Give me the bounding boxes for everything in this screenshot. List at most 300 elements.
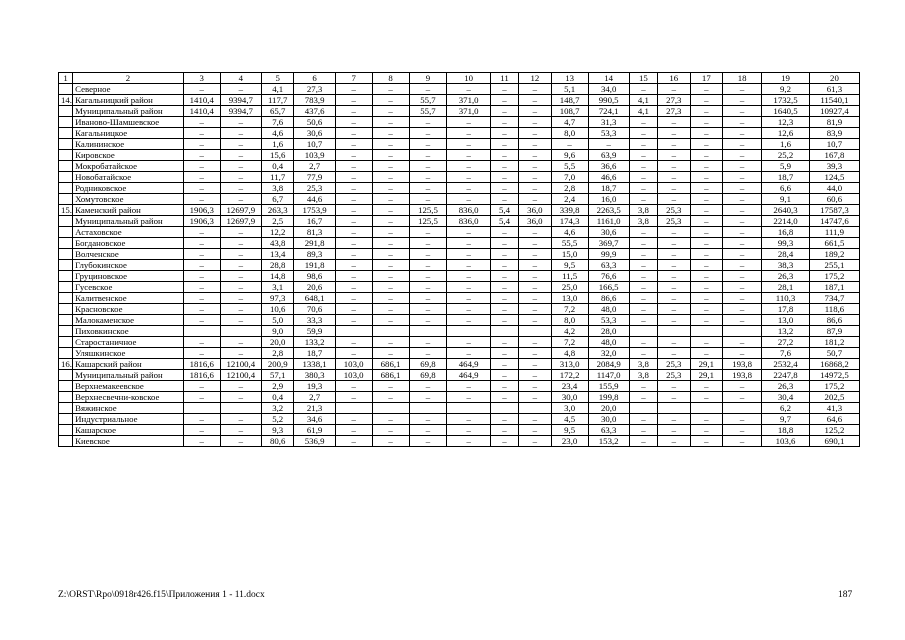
table-cell: – (372, 249, 409, 260)
table-cell: – (519, 139, 552, 150)
table-cell: 111,9 (809, 227, 859, 238)
table-cell: – (335, 216, 372, 227)
table-cell: 28,1 (762, 282, 810, 293)
table-cell: 10,7 (809, 139, 859, 150)
row-name: Груциновское (73, 271, 184, 282)
table-row (59, 128, 860, 139)
table-cell: – (490, 84, 518, 95)
table-cell: – (335, 84, 372, 95)
table-cell: – (447, 172, 490, 183)
header-row (59, 73, 860, 84)
table-cell: – (519, 282, 552, 293)
table-cell: – (519, 304, 552, 315)
table-cell: – (409, 414, 447, 425)
table-cell: – (690, 95, 723, 106)
row-index (59, 238, 73, 249)
table-cell: – (629, 304, 657, 315)
table-cell: 5,5 (551, 161, 588, 172)
table-cell: – (658, 194, 691, 205)
table-cell: 1906,3 (183, 216, 220, 227)
table-cell: – (335, 150, 372, 161)
table-cell: – (723, 227, 762, 238)
table-cell: – (658, 260, 691, 271)
table-cell: – (183, 293, 220, 304)
table-row (59, 414, 860, 425)
table-cell: 44,6 (294, 194, 335, 205)
table-cell: – (220, 183, 261, 194)
table-cell: – (629, 183, 657, 194)
row-name: Красновское (73, 304, 184, 315)
table-cell: – (183, 392, 220, 403)
table-cell: – (588, 139, 629, 150)
table-cell: 29,1 (690, 370, 723, 381)
table-cell: – (335, 238, 372, 249)
table-cell: 2263,5 (588, 205, 629, 216)
table-cell: – (372, 150, 409, 161)
table-cell: – (447, 238, 490, 249)
table-cell: 34,0 (588, 84, 629, 95)
table-cell: – (690, 150, 723, 161)
table-cell (658, 403, 691, 414)
column-number-12: 12 (519, 73, 552, 84)
table-cell: 38,3 (762, 260, 810, 271)
row-name: Муниципальный район (73, 216, 184, 227)
table-cell: – (447, 337, 490, 348)
row-index: 14. (59, 95, 73, 106)
table-cell: 25,3 (658, 370, 691, 381)
table-body (59, 73, 860, 447)
table-cell: 59,9 (294, 326, 335, 337)
table-cell: – (183, 381, 220, 392)
table-cell: – (690, 117, 723, 128)
table-cell (723, 403, 762, 414)
table-cell: 7,0 (551, 172, 588, 183)
table-cell: – (690, 249, 723, 260)
row-index (59, 271, 73, 282)
footer-page-number: 187 (838, 590, 853, 600)
table-cell: – (629, 271, 657, 282)
table-cell: – (629, 172, 657, 183)
table-cell: – (690, 315, 723, 326)
table-cell: – (690, 348, 723, 359)
table-cell: 2,7 (294, 161, 335, 172)
table-cell: – (447, 271, 490, 282)
table-cell: 9,0 (261, 326, 294, 337)
row-name: Калитвенское (73, 293, 184, 304)
column-number-1: 1 (59, 73, 73, 84)
table-cell: – (372, 95, 409, 106)
table-cell: – (372, 117, 409, 128)
table-cell: – (447, 161, 490, 172)
table-cell: – (519, 414, 552, 425)
table-cell: – (490, 150, 518, 161)
table-cell: – (183, 227, 220, 238)
table-cell: – (519, 84, 552, 95)
table-cell: 2532,4 (762, 359, 810, 370)
table-cell: – (183, 161, 220, 172)
table-cell: – (629, 139, 657, 150)
table-cell: – (335, 106, 372, 117)
table-cell: 9,2 (762, 84, 810, 95)
table-cell: – (335, 183, 372, 194)
table-cell: – (519, 150, 552, 161)
table-cell: – (629, 128, 657, 139)
table-cell: 20,6 (294, 282, 335, 293)
table-cell: – (220, 238, 261, 249)
table-cell: – (335, 392, 372, 403)
table-cell: 36,0 (519, 216, 552, 227)
table-cell: – (183, 348, 220, 359)
table-cell: – (490, 117, 518, 128)
table-cell (372, 326, 409, 337)
table-cell: – (519, 370, 552, 381)
table-cell: 9,5 (551, 260, 588, 271)
table-cell: 836,0 (447, 216, 490, 227)
table-cell: 1732,5 (762, 95, 810, 106)
table-cell: 12697,9 (220, 216, 261, 227)
table-cell: 9,1 (762, 194, 810, 205)
table-cell: 13,4 (261, 249, 294, 260)
table-cell: – (690, 84, 723, 95)
table-cell: – (335, 172, 372, 183)
table-cell: 25,3 (658, 216, 691, 227)
table-cell: – (629, 392, 657, 403)
table-cell: – (335, 128, 372, 139)
table-cell: 686,1 (372, 370, 409, 381)
table-cell: 380,3 (294, 370, 335, 381)
row-index (59, 403, 73, 414)
table-cell: 1161,0 (588, 216, 629, 227)
table-cell: – (658, 139, 691, 150)
table-cell: 103,6 (762, 436, 810, 447)
table-cell: – (690, 304, 723, 315)
table-cell: – (372, 282, 409, 293)
table-cell: – (490, 238, 518, 249)
table-cell: – (519, 293, 552, 304)
table-cell: – (409, 282, 447, 293)
table-cell: 1816,6 (183, 370, 220, 381)
table-cell: 1410,4 (183, 95, 220, 106)
table-cell: – (723, 381, 762, 392)
column-number-19: 19 (762, 73, 810, 84)
row-index (59, 414, 73, 425)
table-cell: – (409, 348, 447, 359)
row-index (59, 315, 73, 326)
table-cell: – (490, 183, 518, 194)
table-cell: 189,2 (809, 249, 859, 260)
table-cell: 4,8 (551, 348, 588, 359)
table-cell: 4,6 (551, 227, 588, 238)
table-cell: – (723, 271, 762, 282)
table-cell: 193,8 (723, 370, 762, 381)
table-cell: – (629, 315, 657, 326)
table-cell: 1147,0 (588, 370, 629, 381)
table-cell: 46,6 (588, 172, 629, 183)
table-cell: – (372, 436, 409, 447)
table-cell: – (723, 128, 762, 139)
table-cell: – (335, 95, 372, 106)
table-cell: 167,8 (809, 150, 859, 161)
row-name: Пиховкинское (73, 326, 184, 337)
table-cell: – (409, 194, 447, 205)
table-cell: – (183, 183, 220, 194)
table-cell: – (690, 183, 723, 194)
table-cell: – (409, 84, 447, 95)
table-cell: 36,0 (519, 205, 552, 216)
table-cell: – (690, 205, 723, 216)
row-name: Киевское (73, 436, 184, 447)
table-cell: 1753,9 (294, 205, 335, 216)
table-cell: 3,8 (629, 205, 657, 216)
table-cell: – (335, 304, 372, 315)
table-cell: 19,3 (294, 381, 335, 392)
column-number-14: 14 (588, 73, 629, 84)
table-cell: – (409, 161, 447, 172)
table-cell: 2640,3 (762, 205, 810, 216)
table-cell: 648,1 (294, 293, 335, 304)
table-cell: 369,7 (588, 238, 629, 249)
table-cell: – (490, 304, 518, 315)
table-cell: 464,9 (447, 359, 490, 370)
table-cell: – (447, 392, 490, 403)
table-row (59, 205, 860, 216)
table-cell: – (519, 183, 552, 194)
table-cell: – (183, 282, 220, 293)
table-cell: 14972,5 (809, 370, 859, 381)
table-cell: – (447, 128, 490, 139)
table-cell (723, 326, 762, 337)
table-cell: 86,6 (588, 293, 629, 304)
row-name: Калининское (73, 139, 184, 150)
table-cell: – (183, 271, 220, 282)
table-row (59, 139, 860, 150)
table-cell: – (658, 271, 691, 282)
table-cell: – (335, 271, 372, 282)
table-cell: – (447, 425, 490, 436)
table-cell: 6,7 (261, 194, 294, 205)
table-cell: 76,6 (588, 271, 629, 282)
table-cell: – (183, 337, 220, 348)
table-cell: – (220, 315, 261, 326)
table-cell: – (183, 260, 220, 271)
table-cell: – (629, 425, 657, 436)
table-cell (183, 403, 220, 414)
table-row (59, 249, 860, 260)
table-cell: 125,5 (409, 205, 447, 216)
table-cell: – (183, 315, 220, 326)
table-cell: 464,9 (447, 370, 490, 381)
table-cell: 14747,6 (809, 216, 859, 227)
table-cell: – (335, 260, 372, 271)
table-row (59, 84, 860, 95)
row-index (59, 436, 73, 447)
table-cell: – (335, 249, 372, 260)
table-cell (335, 403, 372, 414)
table-cell: 9,3 (261, 425, 294, 436)
row-index (59, 260, 73, 271)
table-cell: – (372, 392, 409, 403)
table-cell: – (629, 150, 657, 161)
column-number-5: 5 (261, 73, 294, 84)
table-cell: 12100,4 (220, 359, 261, 370)
table-cell: – (519, 106, 552, 117)
table-cell: – (658, 337, 691, 348)
table-cell: 63,3 (588, 260, 629, 271)
table-cell: – (519, 238, 552, 249)
table-cell: – (335, 436, 372, 447)
table-cell: 4,6 (261, 128, 294, 139)
table-cell: 25,0 (551, 282, 588, 293)
table-cell: 17587,3 (809, 205, 859, 216)
table-cell: 28,4 (762, 249, 810, 260)
table-row (59, 436, 860, 447)
table-row (59, 326, 860, 337)
table-cell: 61,9 (294, 425, 335, 436)
table-cell: 16868,2 (809, 359, 859, 370)
table-cell: – (690, 337, 723, 348)
table-cell: 5,4 (490, 205, 518, 216)
table-cell: 734,7 (809, 293, 859, 304)
table-cell: 4,7 (551, 117, 588, 128)
table-cell: 10,6 (261, 304, 294, 315)
table-cell: 86,6 (809, 315, 859, 326)
table-cell: – (490, 106, 518, 117)
table-cell: 4,1 (629, 95, 657, 106)
row-name: Гусевское (73, 282, 184, 293)
table-cell: 18,8 (762, 425, 810, 436)
table-cell: – (335, 315, 372, 326)
table-cell: 21,3 (294, 403, 335, 414)
table-cell: 2,5 (261, 216, 294, 227)
table-cell: – (519, 128, 552, 139)
row-name: Северное (73, 84, 184, 95)
table-cell: 15,0 (551, 249, 588, 260)
table-cell: – (335, 205, 372, 216)
table-cell: 27,2 (762, 337, 810, 348)
table-cell: – (629, 194, 657, 205)
table-cell (409, 326, 447, 337)
table-cell: – (658, 304, 691, 315)
table-cell: 61,3 (809, 84, 859, 95)
table-cell: – (490, 194, 518, 205)
table-cell: – (372, 183, 409, 194)
row-index (59, 216, 73, 227)
row-name: Богдановское (73, 238, 184, 249)
table-cell: – (183, 172, 220, 183)
table-cell: – (723, 348, 762, 359)
table-cell: 27,3 (658, 106, 691, 117)
table-cell (220, 403, 261, 414)
table-cell: 175,2 (809, 381, 859, 392)
row-index: 15. (59, 205, 73, 216)
row-name: Каменский район (73, 205, 184, 216)
table-cell: 28,8 (261, 260, 294, 271)
table-cell: – (723, 315, 762, 326)
table-cell: 313,0 (551, 359, 588, 370)
table-cell: – (183, 425, 220, 436)
table-cell: – (519, 348, 552, 359)
table-cell: – (335, 117, 372, 128)
table-cell: 175,2 (809, 271, 859, 282)
table-cell: – (658, 161, 691, 172)
row-name: Уляшкинское (73, 348, 184, 359)
table-cell: – (519, 117, 552, 128)
table-cell: 4,1 (629, 106, 657, 117)
table-cell: 30,0 (551, 392, 588, 403)
table-cell: – (490, 337, 518, 348)
table-cell: – (690, 227, 723, 238)
table-cell: 3,8 (629, 359, 657, 370)
table-cell: 10927,4 (809, 106, 859, 117)
table-cell: – (490, 282, 518, 293)
table-cell (658, 326, 691, 337)
table-cell: 99,3 (762, 238, 810, 249)
table-cell: 172,2 (551, 370, 588, 381)
column-number-3: 3 (183, 73, 220, 84)
table-cell: 199,8 (588, 392, 629, 403)
table-cell: – (447, 414, 490, 425)
table-cell: – (220, 194, 261, 205)
row-index (59, 425, 73, 436)
table-cell: 17,8 (762, 304, 810, 315)
column-number-13: 13 (551, 73, 588, 84)
table-cell: 200,9 (261, 359, 294, 370)
table-cell: 23,4 (551, 381, 588, 392)
row-name: Кагальницкое (73, 128, 184, 139)
table-cell: – (183, 249, 220, 260)
row-name: Муниципальный район (73, 370, 184, 381)
table-cell: – (723, 425, 762, 436)
table-cell: 3,1 (261, 282, 294, 293)
table-cell: – (629, 260, 657, 271)
row-index (59, 84, 73, 95)
table-cell (183, 326, 220, 337)
table-cell: 2084,9 (588, 359, 629, 370)
table-cell: – (372, 348, 409, 359)
table-cell: 81,9 (809, 117, 859, 128)
table-cell: – (335, 425, 372, 436)
table-cell: 2,8 (551, 183, 588, 194)
table-cell: – (447, 315, 490, 326)
table-cell: 10,7 (294, 139, 335, 150)
table-cell: 117,7 (261, 95, 294, 106)
table-cell: – (690, 271, 723, 282)
table-row (59, 150, 860, 161)
row-index (59, 337, 73, 348)
row-index (59, 282, 73, 293)
table-cell: 9,5 (551, 425, 588, 436)
table-cell: – (629, 293, 657, 304)
table-cell: – (658, 84, 691, 95)
table-cell: 3,8 (629, 370, 657, 381)
table-cell: 55,7 (409, 106, 447, 117)
table-cell: 1,6 (762, 139, 810, 150)
row-index (59, 150, 73, 161)
row-name: Верхнемакеевское (73, 381, 184, 392)
table-cell: – (447, 436, 490, 447)
table-cell: – (690, 293, 723, 304)
table-cell: – (220, 337, 261, 348)
table-cell: – (447, 348, 490, 359)
table-cell: – (220, 425, 261, 436)
table-cell: 1640,5 (762, 106, 810, 117)
table-cell: – (629, 227, 657, 238)
table-cell: 69,8 (409, 359, 447, 370)
table-cell: 30,4 (762, 392, 810, 403)
table-cell: 103,0 (335, 370, 372, 381)
table-cell: – (490, 139, 518, 150)
table-cell: 291,8 (294, 238, 335, 249)
